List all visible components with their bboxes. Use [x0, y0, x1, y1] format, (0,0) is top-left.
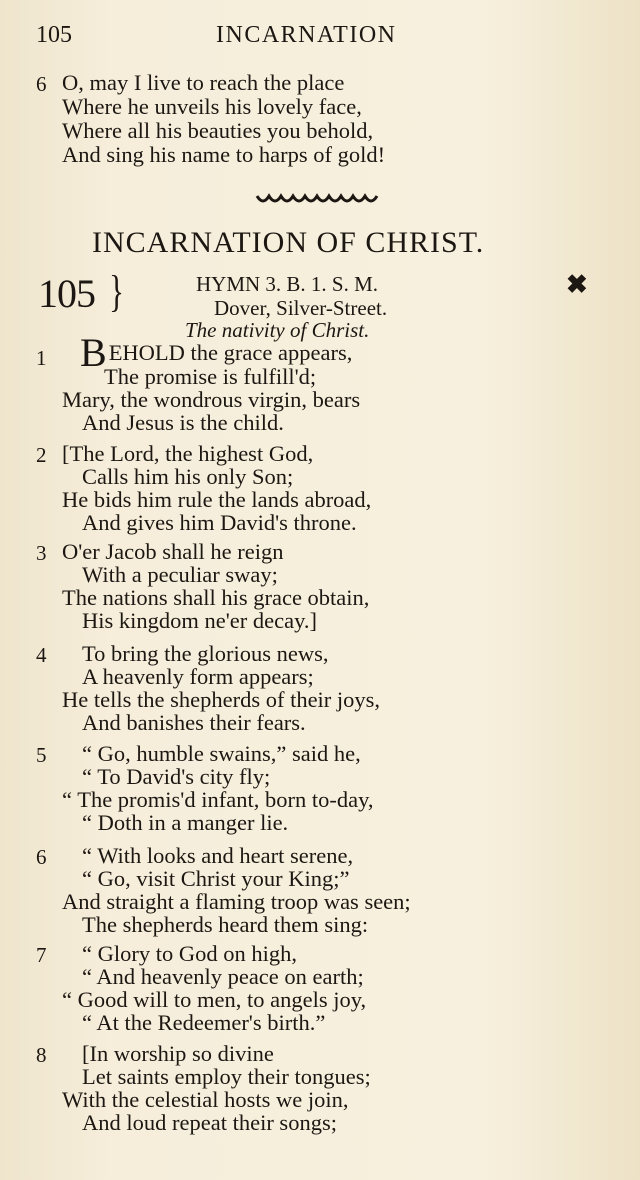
running-title: INCARNATION	[216, 22, 397, 48]
verse-number: 1	[36, 346, 47, 370]
verse-line: “ Go, visit Christ your King;”	[82, 866, 350, 891]
hymn-meta: HYMN 3. B. 1. S. M.	[196, 272, 379, 296]
verse-line: “ With looks and heart serene,	[82, 843, 354, 868]
verse-line: Mary, the wondrous virgin, bears	[62, 387, 361, 412]
verse-number: 3	[36, 541, 47, 565]
verse-line: And straight a flaming troop was seen;	[62, 889, 411, 914]
verse-line: To bring the glorious news,	[82, 641, 329, 666]
ornament-divider	[255, 190, 380, 208]
verse-line: [In worship so divine	[82, 1041, 274, 1066]
verse-line: The shepherds heard them sing:	[82, 912, 369, 937]
verse-line: A heavenly form appears;	[82, 664, 314, 689]
verse-number: 7	[36, 943, 47, 967]
hymn-subject: The nativity of Christ.	[185, 318, 370, 342]
verse-line: He tells the shepherds of their joys,	[62, 687, 381, 712]
verse-line: The nations shall his grace obtain,	[62, 585, 370, 610]
verse-number: 4	[36, 643, 47, 667]
verse-line: BEHOLD the grace appears,	[80, 330, 353, 375]
verse-number: 5	[36, 743, 47, 767]
hymn-number: 105	[38, 271, 95, 316]
verse-number: 8	[36, 1043, 47, 1067]
verse-line: And sing his name to harps of gold!	[62, 142, 386, 167]
verse-line: The promise is fulfill'd;	[104, 364, 317, 389]
verse-number: 2	[36, 443, 47, 467]
verse-line: Calls him his only Son;	[82, 464, 294, 489]
verse-line: Where he unveils his lovely face,	[62, 94, 362, 119]
verse-line: And loud repeat their songs;	[82, 1110, 337, 1135]
section-title: INCARNATION OF CHRIST.	[92, 226, 485, 259]
verse-line: And banishes their fears.	[82, 710, 306, 735]
verse-line: “ Go, humble swains,” said he,	[82, 741, 361, 766]
verse-line: Where all his beauties you behold,	[62, 118, 374, 143]
verse-number: 6	[36, 72, 47, 96]
drop-cap: B	[80, 330, 107, 375]
verse-line: “ The promis'd infant, born to-day,	[62, 787, 374, 812]
verse-line: O, may I live to reach the place	[62, 70, 345, 95]
verse-line: “ And heavenly peace on earth;	[82, 964, 364, 989]
page-header	[36, 22, 600, 56]
page-number: 105	[36, 22, 72, 48]
cross-mark-icon: ✖	[566, 270, 588, 299]
verse-line: [The Lord, the highest God,	[62, 441, 314, 466]
verse-line: “ Glory to God on high,	[82, 941, 297, 966]
verse-line: “ To David's city fly;	[82, 764, 271, 789]
verse-line: “ Good will to men, to angels joy,	[62, 987, 367, 1012]
verse-line: “ Doth in a manger lie.	[82, 810, 289, 835]
verse-line: With a peculiar sway;	[82, 562, 278, 587]
brace-glyph: }	[109, 267, 124, 316]
verse-line: And Jesus is the child.	[82, 410, 284, 435]
verse-line: And gives him David's throne.	[82, 510, 357, 535]
verse-line: O'er Jacob shall he reign	[62, 539, 284, 564]
verse-line: He bids him rule the lands abroad,	[62, 487, 372, 512]
hymn-tunes: Dover, Silver-Street.	[214, 296, 388, 320]
verse-line: With the celestial hosts we join,	[62, 1087, 349, 1112]
verse-line: “ At the Redeemer's birth.”	[82, 1010, 326, 1035]
verse-number: 6	[36, 845, 47, 869]
verse-line: His kingdom ne'er decay.]	[82, 608, 318, 633]
verse-line: Let saints employ their tongues;	[82, 1064, 371, 1089]
